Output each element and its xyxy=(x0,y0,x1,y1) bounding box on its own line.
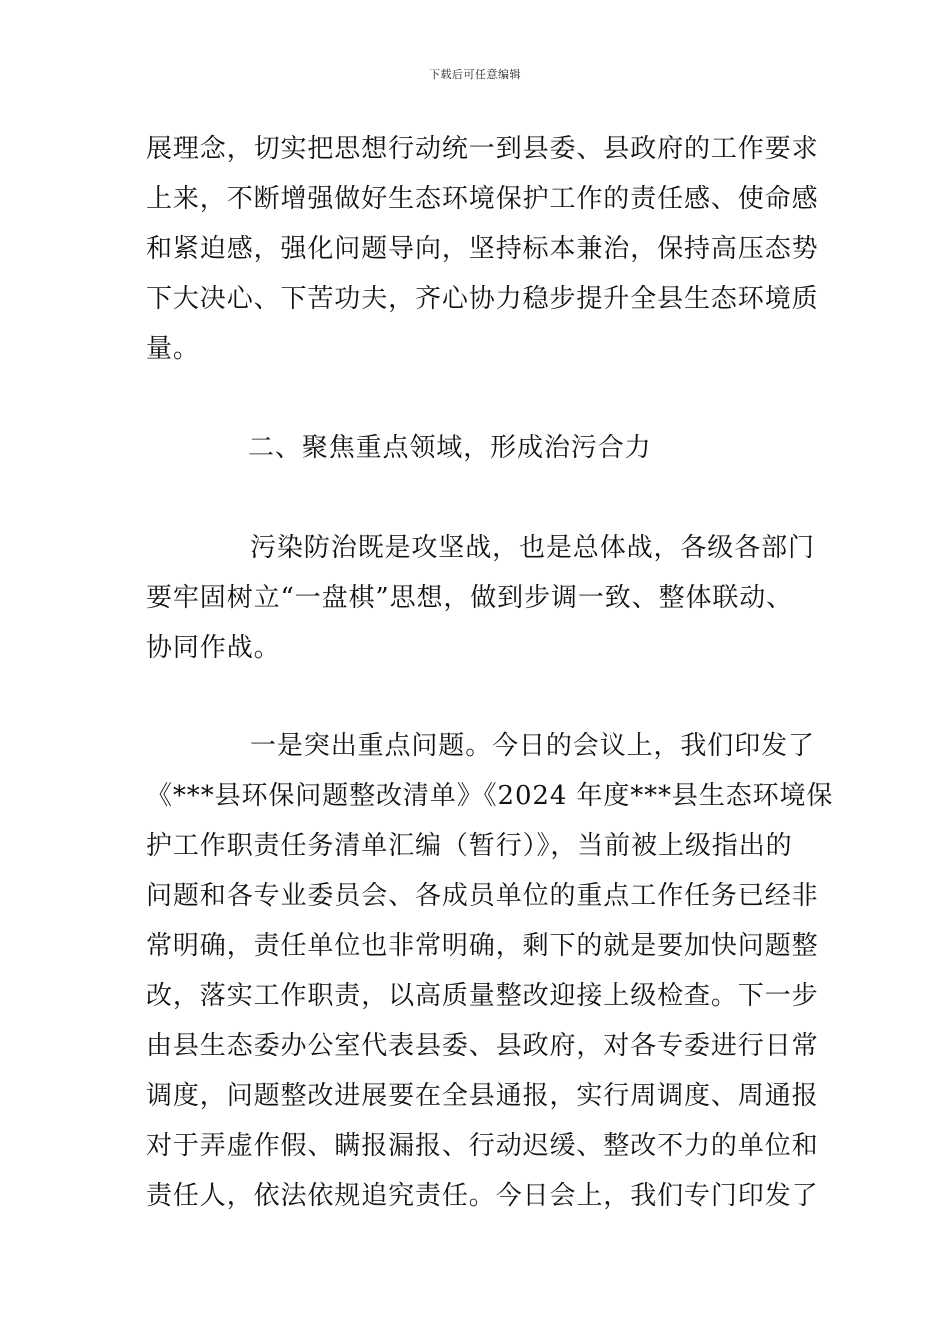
paragraph-line: 下大决心、下苦功夫，齐心协力稳步提升全县生态环境质 xyxy=(146,284,819,314)
paragraph-line: 问题和各专业委员会、各成员单位的重点工作任务已经非 xyxy=(146,881,819,911)
paragraph-line: 责任人，依法依规追究责任。今日会上，我们专门印发了 xyxy=(146,1181,819,1211)
paragraph-line: 协同作战。 xyxy=(146,633,281,663)
paragraph-line: 对于弄虚作假、瞒报漏报、行动迟缓、整改不力的单位和 xyxy=(146,1131,819,1161)
paragraph-line: 展理念，切实把思想行动统一到县委、县政府的工作要求 xyxy=(146,134,819,164)
header-note: 下载后可任意编辑 xyxy=(429,68,521,81)
paragraph-line: 改，落实工作职责，以高质量整改迎接上级检查。下一步 xyxy=(146,981,819,1011)
paragraph-line: 护工作职责任务清单汇编（暂行）》，当前被上级指出的 xyxy=(146,831,793,861)
paragraph-line: 《***县环保问题整改清单》《2024 年度***县生态环境保 xyxy=(146,781,834,811)
section-heading: 二、聚焦重点领域，形成治污合力 xyxy=(248,433,652,463)
paragraph-line: 调度，问题整改进展要在全县通报，实行周调度、周通报 xyxy=(146,1081,819,1111)
paragraph-line: 和紧迫感，强化问题导向，坚持标本兼治，保持高压态势 xyxy=(146,234,819,264)
paragraph-line: 量。 xyxy=(146,334,200,364)
paragraph-line: 污染防治既是攻坚战，也是总体战，各级各部门 xyxy=(250,533,815,563)
paragraph-line: 要牢固树立“一盘棋”思想，做到步调一致、整体联动、 xyxy=(146,583,794,613)
paragraph-line: 一是突出重点问题。今日的会议上，我们印发了 xyxy=(250,731,815,761)
paragraph-line: 由县生态委办公室代表县委、县政府，对各专委进行日常 xyxy=(146,1031,819,1061)
paragraph-line: 常明确，责任单位也非常明确，剩下的就是要加快问题整 xyxy=(146,931,819,961)
paragraph-line: 上来，不断增强做好生态环境保护工作的责任感、使命感 xyxy=(146,184,819,214)
